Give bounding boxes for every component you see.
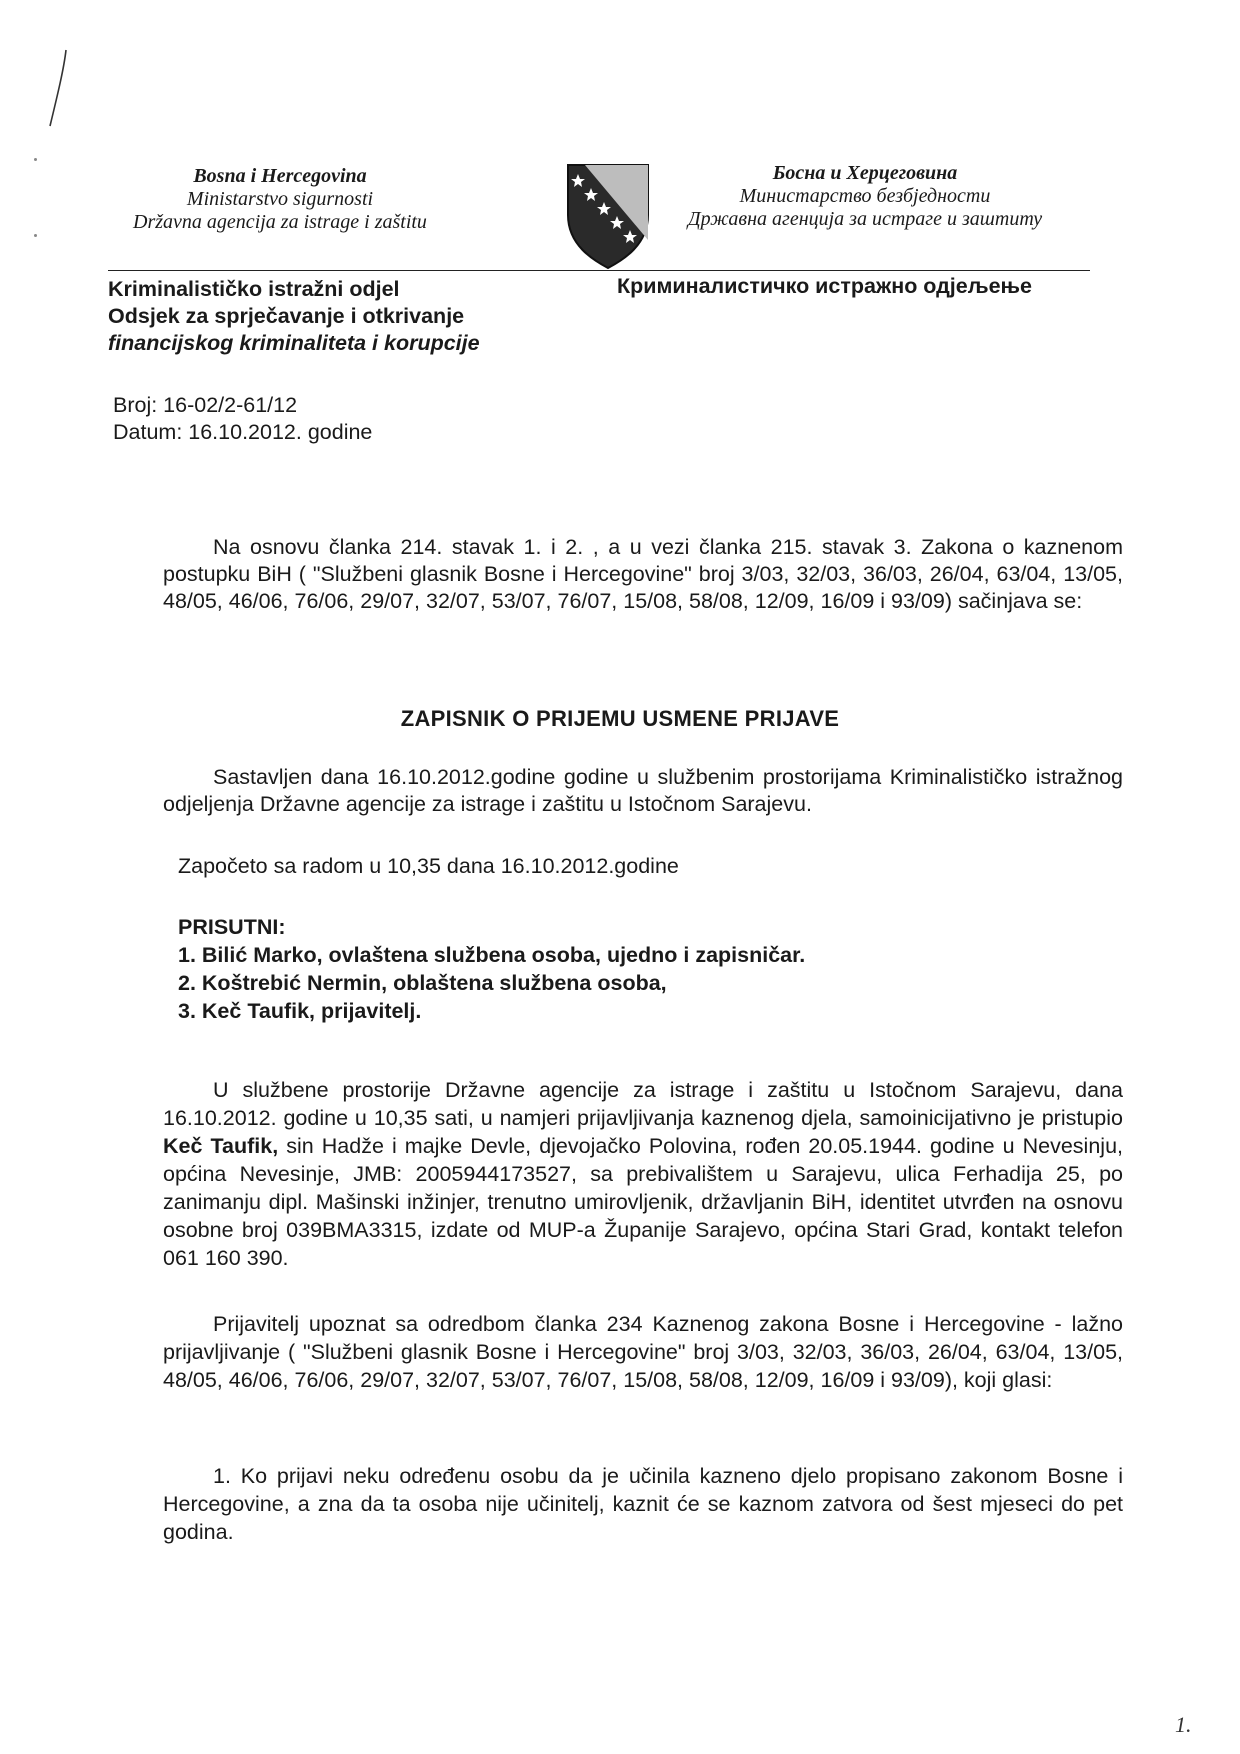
present-item: 3. Keč Taufik, prijavitelj. [178,999,422,1023]
legal-basis-paragraph: Na osnovu članka 214. stavak 1. i 2. , a u vezi članka 215. stavak 3. Zakona o kaznenom postupku BiH ( "Službeni glasnik Bosne i Hercegovine" broj 3/03, 32/03, 36/03, 26/04, 63/04, 13/05, 48/05, 46/06, 76/06, 29/07, 32/07, 53/07, 76/07, 15/08, 58/08, 12/09, 16/09 i 93/09) sačinjava se: [163,535,1123,613]
present-list [178,913,805,1025]
present-label: PRISUTNI: [178,915,286,939]
page-number: 1. [1175,1712,1192,1737]
header-left-country: Bosna i Hercegovina [193,165,367,187]
section-name-line2: financijskog kriminaliteta i korupcije [108,331,480,355]
started-line: Započeto sa radom u 10,35 dana 16.10.2012.godine [178,854,679,878]
department-right: Криминалистичко истражно одјељење [617,274,1032,298]
header-left [110,165,450,234]
document-number: Broj: 16-02/2-61/12 [113,393,298,417]
header-left-agency: Državna agencija za istrage i zaštitu [133,211,427,233]
report-paragraph [163,1076,1123,1272]
report-text-part2: sin Hadže i majke Devle, djevojačko Polovina, rođen 20.05.1944. godine u Nevesinju, općina Nevesinje, JMB: 2005944173527, sa prebivalištem u Sarajevu, ulica Ferhadija 25, po zanimanju dipl. Mašinski inžinjer, trenutno umirovljenik, državljanin BiH, identitet utvrđen na osnovu osobne broj 039BMA3315, izdate od MUP-a Županije Sarajevo, općina Stari Grad, kontakt telefon 061 160 390. [163,1134,1123,1270]
scan-dot [34,158,37,161]
header-right [650,162,1080,231]
document-date: Datum: 16.10.2012. godine [113,420,373,444]
header-right-agency: Државна агенција за истраге и заштиту [687,208,1043,230]
handwritten-mark [38,48,78,128]
header-divider [108,270,1090,271]
section-name-line1: Odsjek za sprječavanje i otkrivanje [108,304,465,328]
informed-paragraph: Prijavitelj upoznat sa odredbom članka 234 Kaznenog zakona Bosne i Hercegovine - lažno prijavljivanje ( "Službeni glasnik Bosne i Hercegovine" broj 3/03, 32/03, 36/03, 26/04, 63/04, 13/05, 48/05, 46/06, 76/06, 29/07, 32/07, 53/07, 76/07, 15/08, 58/08, 12/09, 16/09 i 93/09), koji glasi: [163,1312,1123,1392]
department-left [108,276,480,357]
present-item: 2. Koštrebić Nermin, oblaštena službena osoba, [178,971,667,995]
header-right-ministry: Министарство безбједности [739,185,991,207]
composed-paragraph: Sastavljen dana 16.10.2012.godine godine u službenim prostorijama Kriminalističko istražnog odjeljenja Državne agencije za istrage i zaštitu u Istočnom Sarajevu. [163,765,1123,816]
report-text-part1: U službene prostorije Državne agencije za istrage i zaštitu u Istočnom Sarajevu, dana 16.10.2012. godine u 10,35 sati, u namjeri prijavljivanja kaznenog djela, samoinicijativno je pristupio [163,1078,1123,1130]
bih-coat-of-arms-icon [563,160,653,270]
department-name: Kriminalističko istražni odjel [108,277,400,301]
header-left-ministry: Ministarstvo sigurnosti [186,188,374,210]
header-right-country: Босна и Херцеговина [772,162,958,184]
present-item: 1. Bilić Marko, ovlaštena službena osoba, ujedno i zapisničar. [178,943,806,967]
scan-dot [34,234,37,237]
article-quote-paragraph: 1. Ko prijavi neku određenu osobu da je učinila kazneno djelo propisano zakonom Bosne i Hercegovine, a zna da ta osoba nije učinitelj, kaznit će se kaznom zatvora od šest mjeseci do pet godina. [163,1464,1123,1544]
reporter-name: Keč Taufik, [163,1134,279,1158]
document-title: ZAPISNIK O PRIJEMU USMENE PRIJAVE [400,706,840,731]
document-meta [113,392,372,446]
